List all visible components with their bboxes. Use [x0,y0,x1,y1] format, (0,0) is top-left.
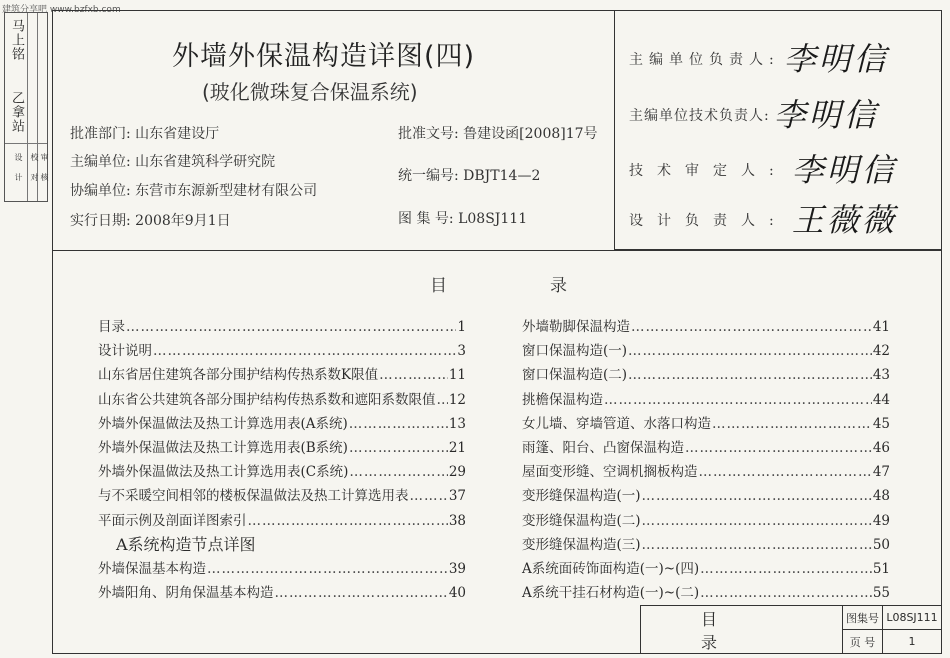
toc-entry-page: 43 [872,367,890,384]
toc-entry-title: A系统构造节点详图 [116,534,256,554]
info-unified-number: 统一编号: DBJT14—2 [398,168,541,184]
toc-leader-dots [628,363,872,387]
info-approval-dept: 批准部门: 山东省建设厅 [70,126,220,142]
toc-entry-page: 50 [872,536,890,553]
info-approval-number: 批准文号: 鲁建设函[2008]17号 [398,126,598,142]
toc-entry [522,339,890,363]
toc-entry-title: 山东省公共建筑各部分围护结构传热系数和遮阳系数限值 [98,391,436,408]
toc-entry [522,436,890,460]
toc-entry [522,581,890,605]
toc-entry-title: 目录 [98,319,125,335]
toc-entry-page: 38 [448,512,466,529]
toc-leader-dots [712,412,872,436]
toc-entry-page: 48 [872,488,890,505]
toc-entry-title: 设计说明 [98,343,152,360]
sidebar-label: 计 [14,173,23,181]
toc-entry-page: 12 [448,391,466,408]
approver-chief-unit: 主编单位负责人: 李明信 [629,40,889,78]
toc-entry [522,363,890,387]
signature: 李明信 [773,96,879,134]
toc-leader-dots [379,363,448,387]
toc-entry-title: 雨篷、阳台、凸窗保温构造 [522,439,684,456]
watermark: 建筑分享吧 www.bzfxb.com [2,5,121,15]
toc-leader-dots [437,388,448,412]
toc-entry-page: 40 [448,585,466,602]
toc-entry [522,509,890,533]
toc-entry-title: 与不采暖空间相邻的楼板保温做法及热工计算选用表 [98,488,409,505]
approver-tech-lead: 主编单位技术负责人: 李明信 [629,96,879,134]
toc-entry [522,315,890,339]
toc-entry-page: 3 [457,343,466,360]
toc-entry-page: 37 [448,488,466,505]
toc-entry-title: 变形缝保温构造(一) [522,488,641,505]
sidebar-signature-1: 马上铭 [9,19,24,61]
toc-entry-title: 外墙阳角、阴角保温基本构造 [98,585,274,602]
toc-entry [98,339,466,363]
title-block-name: 目录 [641,606,843,653]
toc-entry-page: 44 [872,391,890,408]
toc-entry-title: 山东省居住建筑各部分围护结构传热系数K限值 [98,367,379,384]
signature: 李明信 [791,151,897,189]
atlas-number-label: 图集号 [843,606,883,630]
toc-entry-page: 49 [872,512,890,529]
approvers-panel [614,10,942,250]
toc-leader-dots [349,436,448,460]
toc-entry-title: 女儿墙、穿墙管道、水落口构造 [522,415,711,432]
toc-entry [98,581,466,605]
toc-entry [522,388,890,412]
toc-leader-dots [349,412,448,436]
title-block [640,605,942,654]
sidebar-label: 核 [40,173,49,181]
atlas-number-value: L08SJ111 [883,606,941,630]
toc-entry-title: 外墙外保温做法及热工计算选用表(B系统) [98,439,348,456]
toc-leader-dots [628,339,872,363]
toc-entry-title: 挑檐保温构造 [522,391,603,408]
page-number-label: 页 号 [843,630,883,653]
toc-entry-page: 51 [872,560,890,577]
toc-entry-title: 外墙保温基本构造 [98,560,206,577]
page-subtitle: (玻化微珠复合保温系统) [202,80,418,104]
toc-left-column [98,315,466,605]
toc-entry [98,557,466,581]
toc-leader-dots [700,557,872,581]
toc-entry [98,460,466,484]
signature-strip [4,12,48,202]
toc-entry-page: 55 [872,585,890,602]
signature: 李明信 [783,40,889,78]
sidebar-label: 对 [30,173,39,181]
toc-leader-dots [207,557,448,581]
toc-entry [522,484,890,508]
toc-leader-dots [275,581,448,605]
toc-heading: 目 [430,276,447,296]
toc-entry-page: 1 [457,319,466,335]
toc-leader-dots [604,388,872,412]
toc-entry-page: 42 [872,343,890,360]
toc-heading: 录 [550,276,567,296]
toc-leader-dots [349,460,447,484]
toc-entry [98,315,466,339]
toc-leader-dots [642,484,872,508]
toc-entry-page: 39 [448,560,466,577]
toc-entry-page: 46 [872,439,890,456]
sidebar-signature-2: 乙拿站 [9,91,24,133]
approver-tech-review: 技术审定人: 李明信 [629,151,897,189]
toc-leader-dots [631,315,872,339]
toc-entry [98,363,466,387]
toc-entry-page: 21 [448,439,466,456]
toc-entry-page: 13 [448,415,466,432]
toc-entry [522,557,890,581]
toc-leader-dots [699,460,872,484]
sidebar-label: 审 [40,153,49,161]
toc-entry-title: 平面示例及剖面详图索引 [98,512,247,529]
toc-entry [522,533,890,557]
info-effective-date: 实行日期: 2008年9月1日 [70,213,231,229]
toc-entry-title: 窗口保温构造(一) [522,343,628,360]
toc-entry-title: A系统干挂石材构造(一)~(二) [522,585,700,602]
toc-entry-title: 变形缝保温构造(二) [522,512,641,529]
info-co-unit: 协编单位: 东营市东源新型建材有限公司 [70,183,318,199]
table-of-contents [52,250,942,655]
toc-leader-dots [410,484,448,508]
toc-entry [98,533,466,557]
toc-right-column [522,315,890,605]
toc-leader-dots [153,339,456,363]
toc-leader-dots [642,533,872,557]
toc-entry-title: 外墙勒脚保温构造 [522,319,630,335]
signature: 王薇薇 [791,201,897,239]
toc-entry-page: 45 [872,415,890,432]
approver-design-lead: 设计负责人: 王薇薇 [629,201,897,239]
toc-entry-title: 外墙外保温做法及热工计算选用表(A系统) [98,415,348,432]
toc-leader-dots [126,315,456,339]
info-chief-unit: 主编单位: 山东省建筑科学研究院 [70,154,276,170]
toc-leader-dots [248,509,448,533]
page-number-value: 1 [908,635,916,648]
toc-entry-page: 47 [872,464,890,481]
toc-entry-title: 外墙外保温做法及热工计算选用表(C系统) [98,464,349,481]
toc-entry [98,436,466,460]
toc-entry-page: 41 [872,319,890,335]
toc-entry-page: 11 [448,367,466,384]
toc-leader-dots [642,509,872,533]
toc-entry-title: 窗口保温构造(二) [522,367,628,384]
toc-entry [522,460,890,484]
page-title: 外墙外保温构造详图(四) [172,41,476,72]
toc-entry-title: A系统面砖饰面构造(一)~(四) [522,560,700,577]
toc-entry-page: 29 [448,464,466,481]
toc-leader-dots [685,436,872,460]
toc-entry-title: 屋面变形缝、空调机搁板构造 [522,464,698,481]
info-atlas-number: 图 集 号: L08SJ111 [398,211,528,227]
toc-entry [98,412,466,436]
header-left [52,10,614,250]
toc-leader-dots [700,581,872,605]
toc-entry [98,388,466,412]
toc-entry [98,484,466,508]
toc-entry [522,412,890,436]
toc-entry-title: 变形缝保温构造(三) [522,536,641,553]
sidebar-label: 校 [30,153,39,161]
sidebar-label: 设 [14,153,23,161]
toc-entry [98,509,466,533]
